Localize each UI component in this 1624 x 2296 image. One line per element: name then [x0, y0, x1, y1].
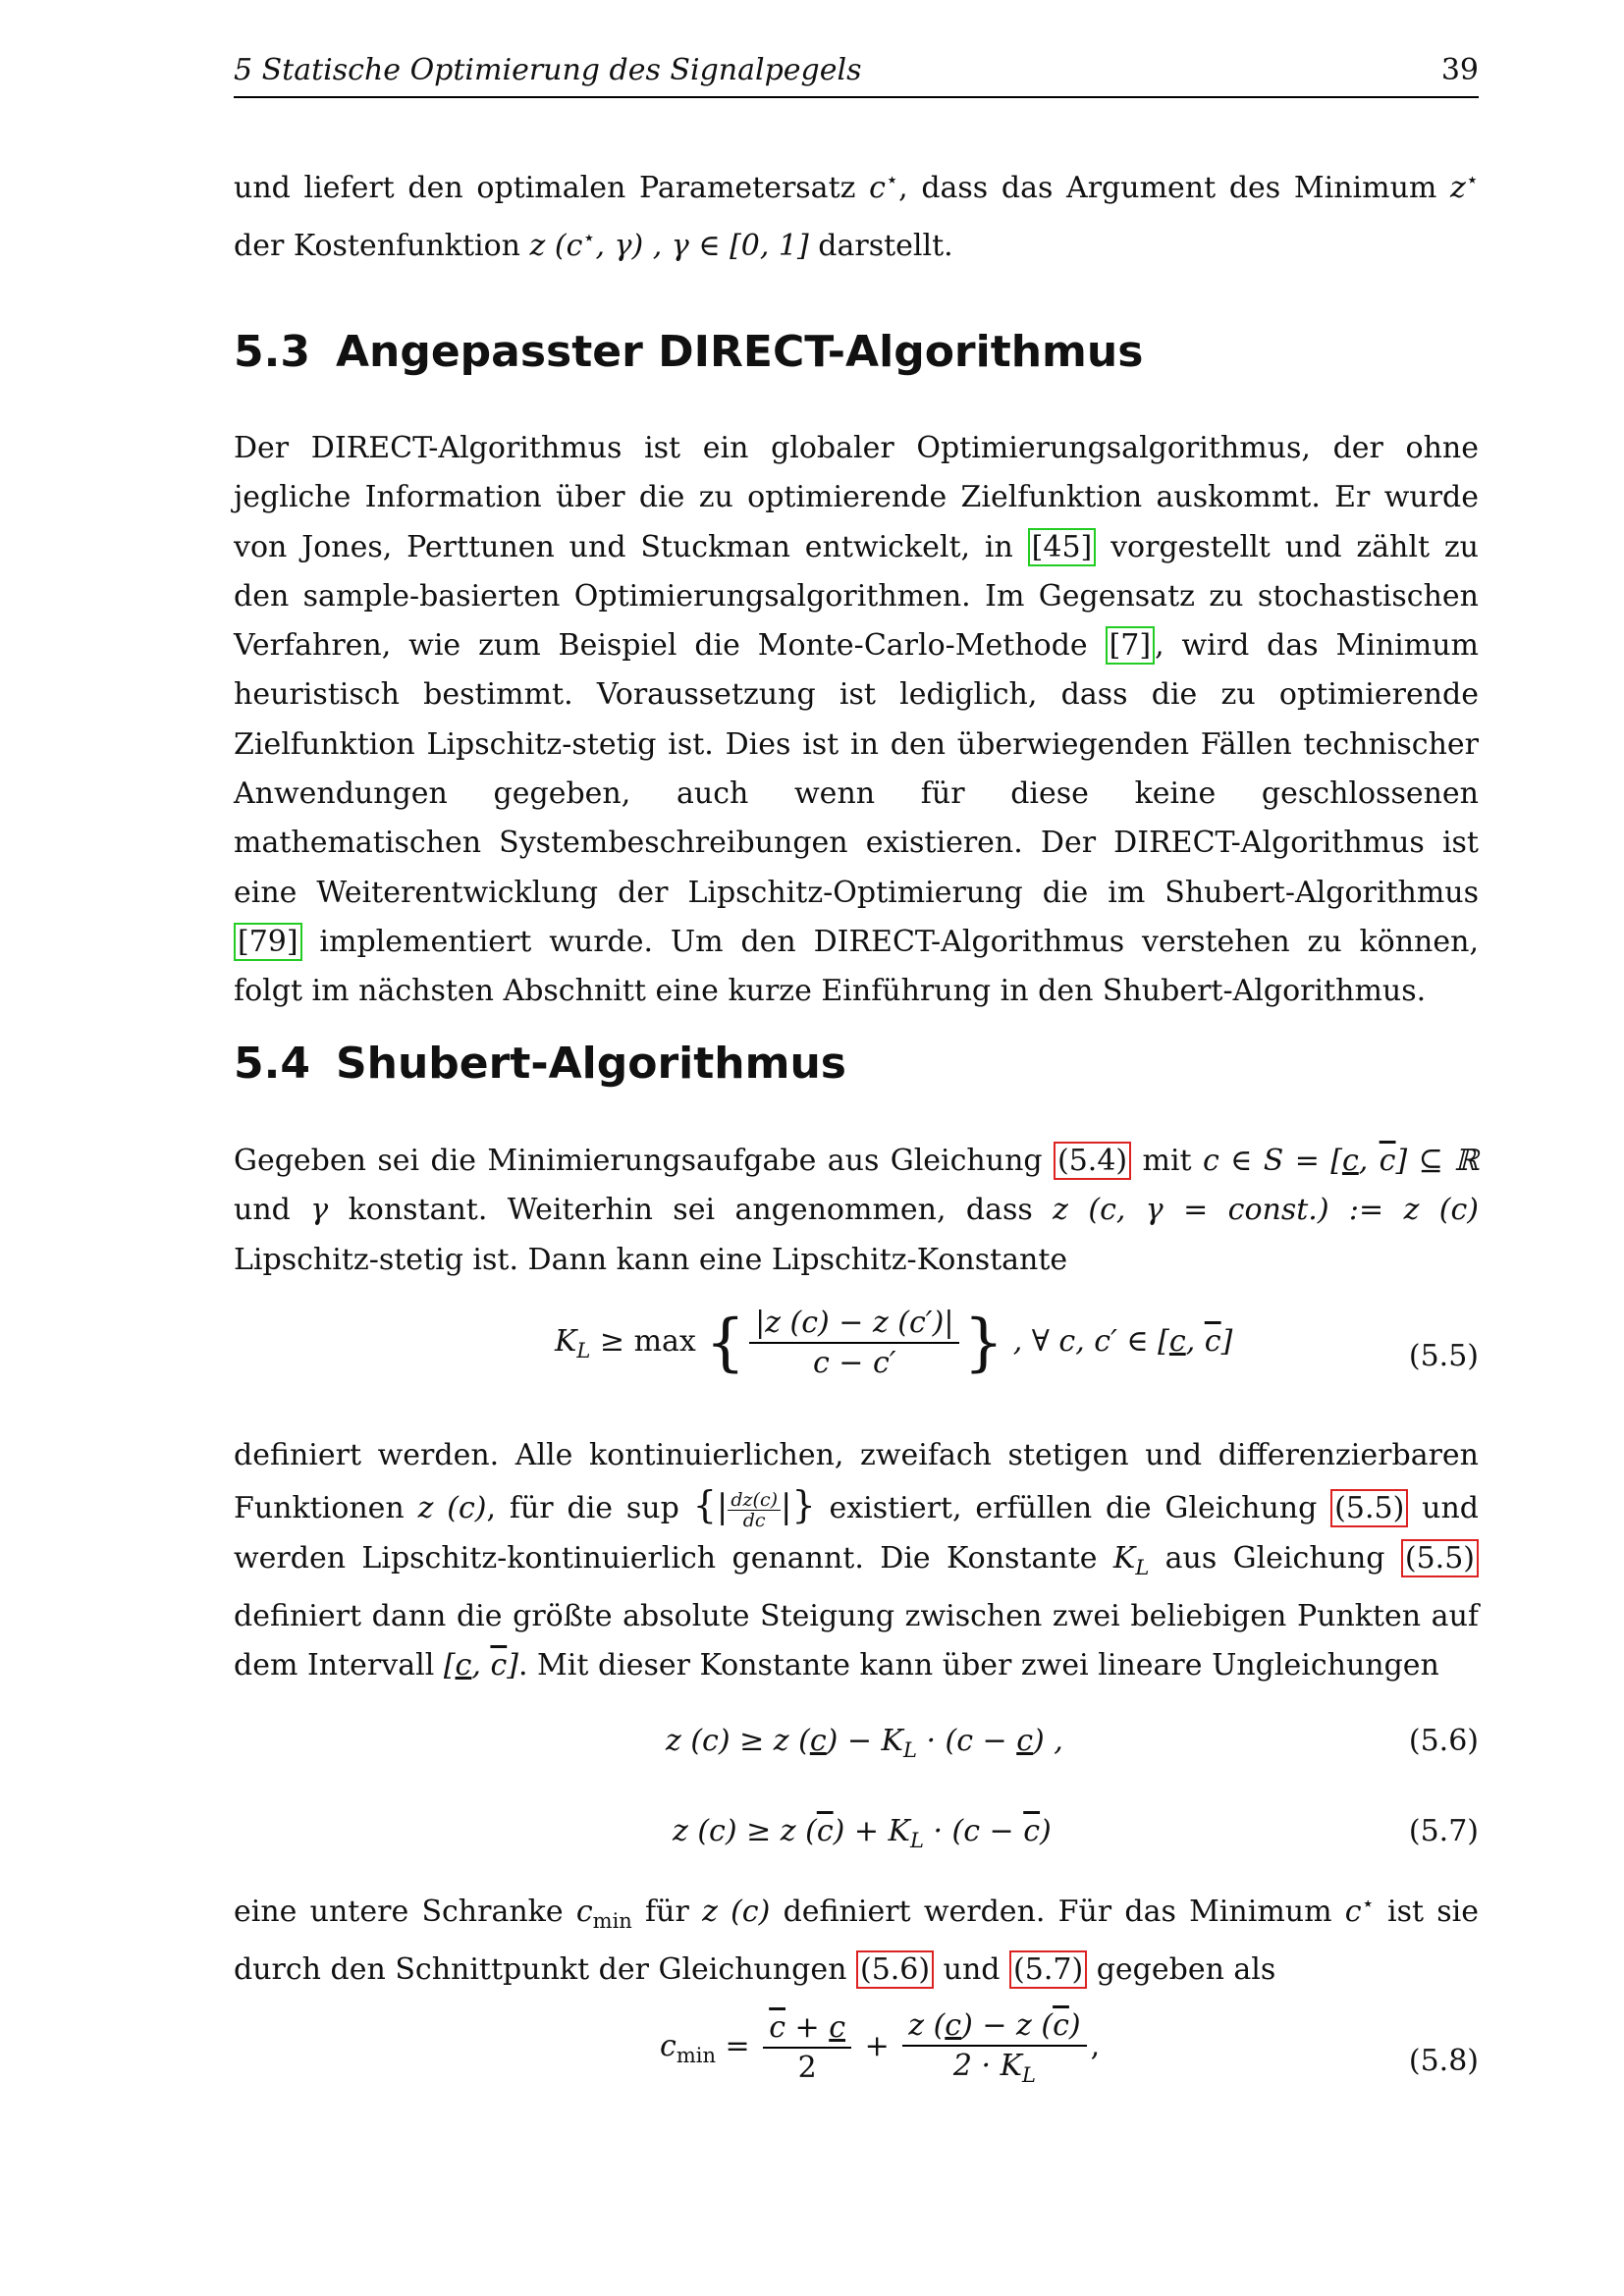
equation-5-8: $c_{min}$ = $\frac{\overline{c} + c}{2}$ + $\frac{z (c) - z (\overline{c})}{2 \cdot K_L}$ ,	[660, 2008, 1101, 2087]
page-number: 39	[1440, 53, 1479, 87]
section-5-4-paragraph-3: eine untere Schranke $c_{min}$ für z (c) definiert werden. Für das Minimum c⋆ ist sie durch den Schnittpunkt der Gleichungen (5.6) und (5.7) gegeben als	[234, 1892, 1480, 1988]
equation-link[interactable]: (5.7)	[1009, 1950, 1087, 1989]
equation-link[interactable]: (5.4)	[1054, 1142, 1131, 1180]
section-title: Shubert-Algorithmus	[335, 1039, 846, 1089]
section-title: Angepasster DIRECT-Algorithmus	[335, 327, 1144, 377]
equation-link[interactable]: (5.5)	[1330, 1489, 1408, 1527]
running-header	[234, 51, 1479, 98]
section-heading-5-3	[234, 327, 1143, 377]
equation-link[interactable]: (5.6)	[856, 1950, 934, 1989]
equation-link[interactable]: (5.5)	[1401, 1539, 1479, 1577]
citation-link[interactable]: [45]	[1028, 528, 1097, 566]
section-5-3-paragraph: Der DIRECT-Algorithmus ist ein globaler Optimierungsalgorithmus, der ohne jegliche Information über die zu optimierende Zielfunktion auskommt. Er wurde von Jones, Perttunen und Stuckman entwickelt, in [45] vorgestellt und zählt zu den sample-basierten Optimierungsalgorithmen. Im Gegensatz zu stochastischen Verfahren, wie zum Beispiel die Monte-Carlo-Methode [7] , wird das Minimum heuristisch bestimmt. Voraussetzung ist lediglich, dass die zu optimierende Zielfunktion Lipschitz-stetig ist. Dies ist in den überwiegenden Fällen technischer Anwendungen gegeben, auch wenn für diese keine geschlossenen mathematischen Systembeschreibungen existieren. Der DIRECT-Algorithmus ist eine Weiterentwicklung der Lipschitz-Optimierung die im Shubert-Algorithmus [79] implementiert wurde. Um den DIRECT-Algorithmus verstehen zu können, folgt im nächsten Abschnitt eine kurze Einführung in den Shubert-Algorithmus.	[234, 431, 1479, 1009]
equation-number: (5.5)	[1408, 1339, 1479, 1373]
intro-paragraph: und liefert den optimalen Parametersatz c⋆, dass das Argument des Minimum z⋆ der Kostenfunktion z (c⋆, γ) , γ ∈ [0, 1] darstellt.	[234, 168, 1479, 264]
citation-link[interactable]: [79]	[234, 923, 302, 961]
equation-5-5: $K_L \ge \max$ { $\frac{|z (c) - z (c')|}{c - c'}$ } , ∀ c, c′ ∈ [c, $\overline{c}$]	[555, 1306, 1233, 1380]
equation-number: (5.6)	[1408, 1724, 1479, 1758]
citation-link[interactable]: [7]	[1106, 626, 1156, 665]
section-number: 5.4	[234, 1039, 310, 1089]
equation-5-7: z (c) ≥ z $(\overline{c}) + K_L \cdot (c - \overline{c})$	[673, 1814, 1052, 1852]
section-5-4-paragraph-2: definiert werden. Alle kontinuierlichen, zweifach stetigen und differenzierbaren Funktionen z (c), für die sup {| $\frac{dz(c)}{dc}$ |} existiert, erfüllen die Gleichung (5.5) und werden Lipschitz-kontinuierlich genannt. Die Konstante $K_L$ aus Gleichung (5.5) definiert dann die größte absolute Steigung zwischen zwei beliebigen Punkten auf dem Intervall [c, $\overline{c}$]. Mit dieser Konstante kann über zwei lineare Ungleichungen	[234, 1438, 1480, 1683]
equation-5-6: z (c) ≥ z $(c) - K_L \cdot (c - c)$ ,	[666, 1724, 1063, 1762]
section-5-4-paragraph-1: Gegeben sei die Minimierungsaufgabe aus Gleichung (5.4) mit c ∈ S = [c, $\overline{c}$] ⊆ ℝ und γ konstant. Weiterhin sei angenommen, dass z (c, γ = const.) := z (c) Lipschitz-stetig ist. Dann kann eine Lipschitz-Konstante	[234, 1144, 1480, 1277]
section-heading-5-4	[234, 1039, 846, 1089]
chapter-title: 5 Statische Optimierung des Signalpegels	[234, 53, 862, 87]
equation-number: (5.7)	[1408, 1814, 1479, 1848]
equation-number: (5.8)	[1408, 2044, 1479, 2078]
section-number: 5.3	[234, 327, 310, 377]
